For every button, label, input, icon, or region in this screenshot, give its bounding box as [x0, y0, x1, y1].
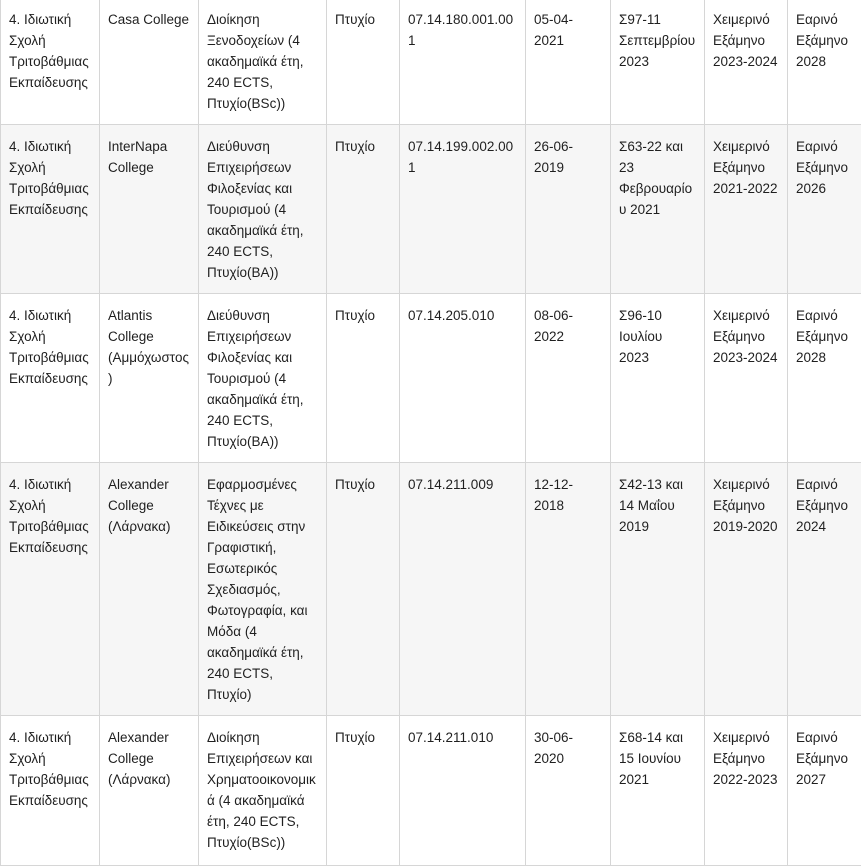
degree-title-cell: Πτυχίο [327, 294, 400, 463]
program-code-cell: 07.14.199.002.001 [400, 125, 526, 294]
school-name-cell: Casa College [100, 0, 199, 125]
application-date-cell: 05-04-2021 [526, 0, 611, 125]
school-name-cell: Alexander College (Λάρνακα) [100, 463, 199, 716]
table-body [1, 0, 861, 866]
application-date-cell: 30-06-2020 [526, 716, 611, 866]
application-date-cell: 12-12-2018 [526, 463, 611, 716]
program-name-cell: Διοίκηση Επιχειρήσεων και Χρηματοοικονομικά (4 ακαδημαϊκά έτη, 240 ECTS, Πτυχίο(BSc)) [199, 716, 327, 866]
institution-type-cell: 4. Ιδιωτική Σχολή Τριτοβάθμιας Εκπαίδευσης [1, 0, 100, 125]
program-code-cell: 07.14.180.001.001 [400, 0, 526, 125]
valid-from-cell: Χειμερινό Εξάμηνο 2019-2020 [705, 463, 788, 716]
table-row [1, 0, 861, 125]
degree-title-cell: Πτυχίο [327, 125, 400, 294]
institution-type-cell: 4. Ιδιωτική Σχολή Τριτοβάθμιας Εκπαίδευσης [1, 294, 100, 463]
table-row [1, 716, 861, 866]
meeting-decision-cell: Σ68-14 και 15 Ιουνίου 2021 [611, 716, 705, 866]
institution-type-cell: 4. Ιδιωτική Σχολή Τριτοβάθμιας Εκπαίδευσης [1, 463, 100, 716]
application-date-cell: 08-06-2022 [526, 294, 611, 463]
valid-from-cell: Χειμερινό Εξάμηνο 2022-2023 [705, 716, 788, 866]
valid-to-cell: Εαρινό Εξάμηνο 2028 [788, 294, 861, 463]
valid-to-cell: Εαρινό Εξάμηνο 2027 [788, 716, 861, 866]
degree-title-cell: Πτυχίο [327, 716, 400, 866]
program-code-cell: 07.14.205.010 [400, 294, 526, 463]
school-name-cell: InterNapa College [100, 125, 199, 294]
application-date-cell: 26-06-2019 [526, 125, 611, 294]
degree-title-cell: Πτυχίο [327, 463, 400, 716]
valid-from-cell: Χειμερινό Εξάμηνο 2023-2024 [705, 0, 788, 125]
program-name-cell: Διοίκηση Ξενοδοχείων (4 ακαδημαϊκά έτη, 240 ECTS, Πτυχίο(BSc)) [199, 0, 327, 125]
meeting-decision-cell: Σ97-11 Σεπτεμβρίου 2023 [611, 0, 705, 125]
table-row [1, 463, 861, 716]
institution-type-cell: 4. Ιδιωτική Σχολή Τριτοβάθμιας Εκπαίδευσης [1, 125, 100, 294]
program-code-cell: 07.14.211.009 [400, 463, 526, 716]
valid-to-cell: Εαρινό Εξάμηνο 2028 [788, 0, 861, 125]
valid-from-cell: Χειμερινό Εξάμηνο 2023-2024 [705, 294, 788, 463]
meeting-decision-cell: Σ96-10 Ιουλίου 2023 [611, 294, 705, 463]
school-name-cell: Alexander College (Λάρνακα) [100, 716, 199, 866]
program-name-cell: Διεύθυνση Επιχειρήσεων Φιλοξενίας και Τουρισμού (4 ακαδημαϊκά έτη, 240 ECTS, Πτυχίο(BA)) [199, 294, 327, 463]
table-row [1, 294, 861, 463]
degree-title-cell: Πτυχίο [327, 0, 400, 125]
institution-type-cell: 4. Ιδιωτική Σχολή Τριτοβάθμιας Εκπαίδευσης [1, 716, 100, 866]
meeting-decision-cell: Σ63-22 και 23 Φεβρουαρίου 2021 [611, 125, 705, 294]
valid-to-cell: Εαρινό Εξάμηνο 2024 [788, 463, 861, 716]
table-row [1, 125, 861, 294]
program-name-cell: Εφαρμοσμένες Τέχνες με Ειδικεύσεις στην Γραφιστική, Εσωτερικός Σχεδιασμός, Φωτογραφία, και Μόδα (4 ακαδημαϊκά έτη, 240 ECTS, Πτυχίο) [199, 463, 327, 716]
program-code-cell: 07.14.211.010 [400, 716, 526, 866]
valid-to-cell: Εαρινό Εξάμηνο 2026 [788, 125, 861, 294]
school-name-cell: Atlantis College (Αμμόχωστος) [100, 294, 199, 463]
program-name-cell: Διεύθυνση Επιχειρήσεων Φιλοξενίας και Τουρισμού (4 ακαδημαϊκά έτη, 240 ECTS, Πτυχίο(BA)) [199, 125, 327, 294]
meeting-decision-cell: Σ42-13 και 14 Μαΐου 2019 [611, 463, 705, 716]
valid-from-cell: Χειμερινό Εξάμηνο 2021-2022 [705, 125, 788, 294]
